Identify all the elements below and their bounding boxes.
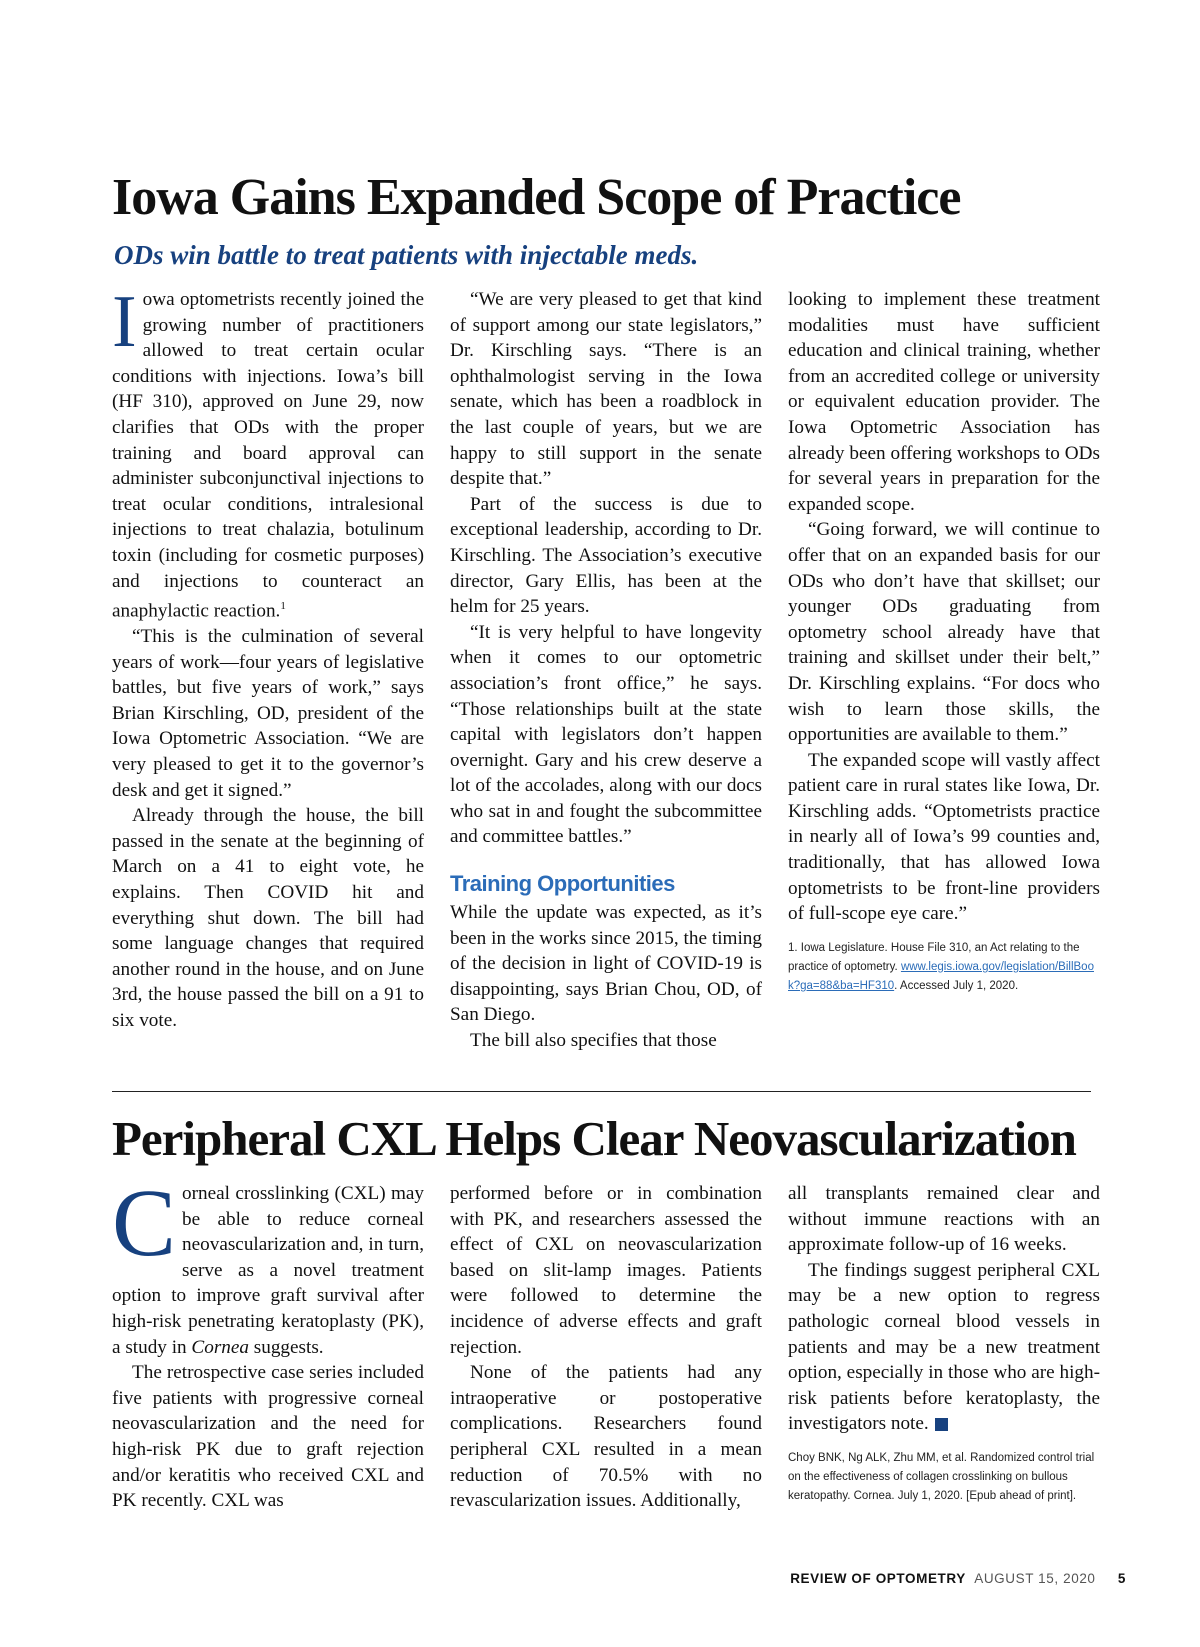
article1-paragraph: “This is the culmination of several years of work—four years of legislative battles, but five years of work,” says Brian Kirschling, OD, president of the Iowa Optometric Association. “We are very pleased to get it to the governor’s desk and get it signed.” (112, 626, 424, 801)
article2-dropcap: C (112, 1169, 177, 1276)
article2-paragraph: The retrospective case series included five patients with progressive corneal neovascularization and the need for high-risk PK due to graft rejection and/or keratitis who received CXL and PK recently. CXL was (112, 1362, 424, 1512)
article2-paragraph: all transplants remained clear and without immune reactions with an approximate follow-up of 16 weeks. (788, 1183, 1100, 1256)
article1-paragraph: “It is very helpful to have longevity when it comes to our optometric association’s front office,” he says. “Those relationships built at the state capital with legislators don’t happen overnight. Gary and his crew deserve a lot of the accolades, along with our docs who sat in and fought the subcommittee and committee battles.” (450, 621, 762, 848)
article1-dropcap: I (112, 281, 137, 363)
article2-paragraph: None of the patients had any intraoperative or postoperative complications. Researchers found peripheral CXL resulted in a mean reduction of 70.5% with no revascularization issues. Additionally, (450, 1362, 762, 1512)
article2-paragraph (788, 1258, 1100, 1437)
article1-paragraph: The expanded scope will vastly affect patient care in rural states like Iowa, Dr. Kirschling adds. “Optometrists practice in nearly all of Iowa’s 99 counties and, traditionally, that has allowed Iowa optometrists to be front-line providers of full-scope eye care.” (788, 749, 1100, 925)
article1-paragraph: “We are very pleased to get that kind of support among our state legislators,” Dr. Kirschling says. “There is an ophthalmologist serving in the Iowa senate, which has been a roadblock in the last couple of years, but we are happy to still support in the senate despite that.” (450, 289, 762, 490)
footnote-marker: 1 (280, 600, 286, 613)
footnote-end: . Accessed July 1, 2020. (894, 979, 1019, 992)
article1-subtitle: ODs win battle to treat patients with injectable meds. (114, 240, 699, 270)
page-number: 5 (1117, 1571, 1126, 1586)
article2-title: Peripheral CXL Helps Clear Neovascularization (112, 1111, 1076, 1166)
page-footer (790, 1571, 1126, 1586)
article1-column-2 (450, 287, 762, 1054)
article1-paragraph: Part of the success is due to exceptional leadership, according to Dr. Kirschling. The Association’s executive director, Gary Ellis, has been at the helm for 25 years. (450, 493, 762, 618)
article1-paragraph: looking to implement these treatment modalities must have sufficient education and clinical training, whether from an accredited college or university or equivalent education provider. The Iowa Optometric Association has already been offering workshops to ODs for several years in preparation for the expanded scope. (788, 289, 1100, 515)
article2-column-2 (450, 1181, 762, 1514)
article2-column-1 (112, 1169, 424, 1514)
section-divider (112, 1091, 1091, 1092)
article2-paragraph: performed before or in combination with PK, and researchers assessed the effect of CXL on neovascularization based on slit-lamp images. Patients were followed to determine the incidence of adverse effects and graft rejection. (450, 1183, 762, 1358)
paragraph-text: suggests. (248, 1336, 324, 1358)
article1-column-3 (788, 287, 1100, 996)
paragraph-text: The findings suggest peripheral CXL may be a new option to regress pathologic corneal blood vessels in patients and may be a new treatment option, especially in those who are high-risk patients before keratoplasty, the investigators note. (788, 1259, 1100, 1435)
article1-column-1 (112, 281, 424, 1034)
journal-name: Cornea (191, 1336, 249, 1358)
article2-paragraph (112, 1169, 424, 1360)
article1-paragraph: The bill also specifies that those (470, 1030, 717, 1052)
publication-name: REVIEW OF OPTOMETRY (790, 1571, 966, 1586)
section-subhead: Training Opportunities (450, 871, 675, 897)
article1-title: Iowa Gains Expanded Scope of Practice (112, 169, 961, 226)
footnote-text: 1. Iowa Legislature. House File 310, an Act relating to the practice of optometry. (788, 941, 1080, 973)
paragraph-text: owa optometrists recently joined the growing number of practitioners allowed to treat certain ocular conditions with injections. Iowa’s bill (HF 310), approved on June 29, now clarifies that ODs with the proper training and board approval can administer subconjunctival injections to treat ocular conditions, intralesional injections to treat chalazia, botulinum toxin (including for cosmetic purposes) and injections to counteract an anaphylactic reaction. (112, 289, 424, 622)
paragraph-text: orneal crosslinking (CXL) may be able to reduce corneal neovascularization and, in turn, serve as a novel treatment option to improve graft survival after high-risk penetrating keratoplasty (PK), a study in (112, 1183, 424, 1358)
article1-paragraph: Already through the house, the bill passed in the senate at the beginning of March on a 41 to eight vote, he explains. Then COVID hit and everything shut down. The bill had some language changes that required another round in the house, and on June 3rd, the house passed the bill on a 91 to six vote. (112, 805, 424, 1032)
end-of-article-icon (935, 1418, 948, 1431)
article1-paragraph: “Going forward, we will continue to offer that on an expanded basis for our ODs who don’t have that skillset; our younger ODs graduating from optometry school already have that training and skillset under their belt,” Dr. Kirschling explains. “For docs who wish to learn those skills, the opportunities are available to them.” (788, 519, 1100, 746)
reference: Choy BNK, Ng ALK, Zhu MM, et al. Randomized control trial on the effectiveness of collagen crosslinking on bullous keratopathy. Cornea. July 1, 2020. [Epub ahead of print]. (788, 1451, 1095, 1502)
footnote (788, 939, 1100, 996)
footnote-link[interactable]: www.legis.iowa.gov/legislation/BillBook?ga=88&ba=HF310 (788, 960, 1094, 992)
article1-paragraph: While the update was expected, as it’s been in the works since 2015, the timing of the decision in light of COVID-19 is disappointing, says Brian Chou, OD, of San Diego. (450, 902, 762, 1026)
issue-date: AUGUST 15, 2020 (974, 1571, 1096, 1586)
article1-paragraph (112, 281, 424, 624)
article2-column-3 (788, 1181, 1100, 1506)
